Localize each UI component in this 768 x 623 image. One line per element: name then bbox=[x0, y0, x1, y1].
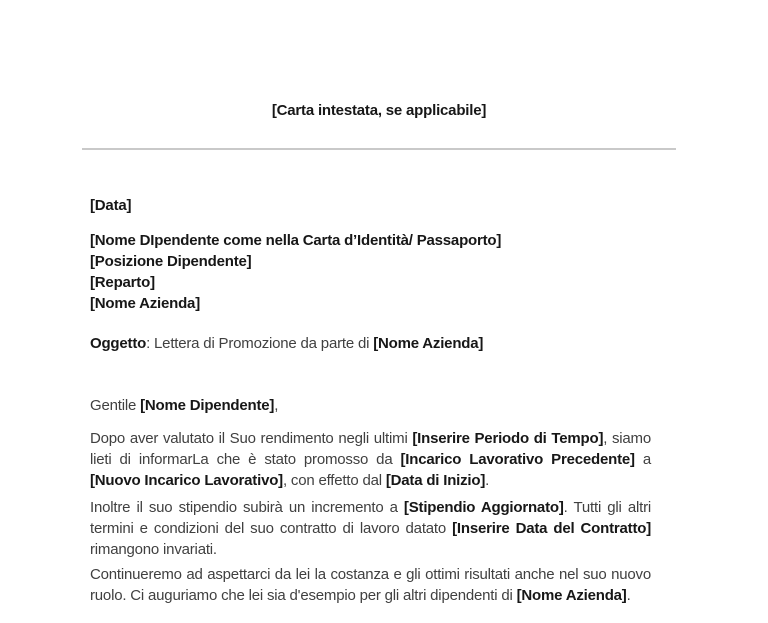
subject-text: : Lettera di Promozione da parte di bbox=[146, 335, 374, 352]
promotion-run-8: . bbox=[485, 472, 490, 489]
subject-company-placeholder: [Nome Azienda] bbox=[373, 335, 484, 352]
recipient-company-line: [Nome Azienda] bbox=[90, 295, 200, 312]
closing-company-placeholder: [Nome Azienda] bbox=[516, 587, 627, 604]
recipient-position-line: [Posizione Dipendente] bbox=[90, 253, 252, 270]
promotion-start-date-placeholder: [Data di Inizio] bbox=[385, 472, 486, 489]
paragraph-closing bbox=[90, 564, 651, 606]
closing-run-2: . bbox=[626, 587, 631, 604]
salary-contract-date-placeholder: [Inserire Data del Contratto] bbox=[452, 520, 652, 537]
promotion-run-4: a bbox=[634, 451, 651, 468]
date-placeholder: [Data] bbox=[90, 197, 132, 214]
promotion-previous-role-placeholder: [Incarico Lavorativo Precedente] bbox=[400, 451, 635, 468]
promotion-new-role-placeholder: [Nuovo Incarico Lavorativo] bbox=[90, 472, 283, 489]
salutation-line bbox=[90, 395, 651, 416]
promotion-period-placeholder: [Inserire Periodo di Tempo] bbox=[412, 430, 604, 447]
letter-page bbox=[82, 0, 676, 606]
promotion-run-2: , siamo lieti di informarLa che è stato promosso da bbox=[90, 430, 651, 468]
letterhead-placeholder: [Carta intestata, se applicabile] bbox=[271, 102, 487, 119]
promotion-run-0: Dopo aver valutato il Suo rendimento negli ultimi bbox=[90, 430, 413, 447]
letterhead-divider bbox=[82, 148, 676, 150]
salary-run-0: Inoltre il suo stipendio subirà un incremento a bbox=[90, 499, 404, 516]
salutation-name-placeholder: [Nome Dipendente] bbox=[140, 397, 275, 414]
subject-label: Oggetto bbox=[90, 335, 147, 352]
recipient-name-line: [Nome DIpendente come nella Carta d’Identità/ Passaporto] bbox=[90, 232, 502, 249]
salary-updated-placeholder: [Stipendio Aggiornato] bbox=[403, 499, 564, 516]
recipient-block bbox=[90, 230, 651, 314]
subject-line bbox=[90, 333, 651, 354]
salutation-text: Gentile bbox=[90, 397, 141, 414]
promotion-run-6: , con effetto dal bbox=[282, 472, 386, 489]
paragraph-promotion bbox=[90, 428, 651, 491]
salary-run-4: rimangono invariati. bbox=[90, 541, 217, 558]
recipient-department-line: [Reparto] bbox=[90, 274, 155, 291]
letter-body bbox=[82, 195, 676, 606]
salutation-comma: , bbox=[274, 397, 279, 414]
salary-run-2: . Tutti gli altri termini e condizioni del suo contratto di lavoro datato bbox=[90, 499, 651, 537]
closing-run-0: Continueremo ad aspettarci da lei la costanza e gli ottimi risultati anche nel suo nuovo ruolo. Ci auguriamo che lei sia d'esempio per gli altri dipendenti di bbox=[90, 566, 651, 604]
paragraph-salary bbox=[90, 497, 651, 560]
